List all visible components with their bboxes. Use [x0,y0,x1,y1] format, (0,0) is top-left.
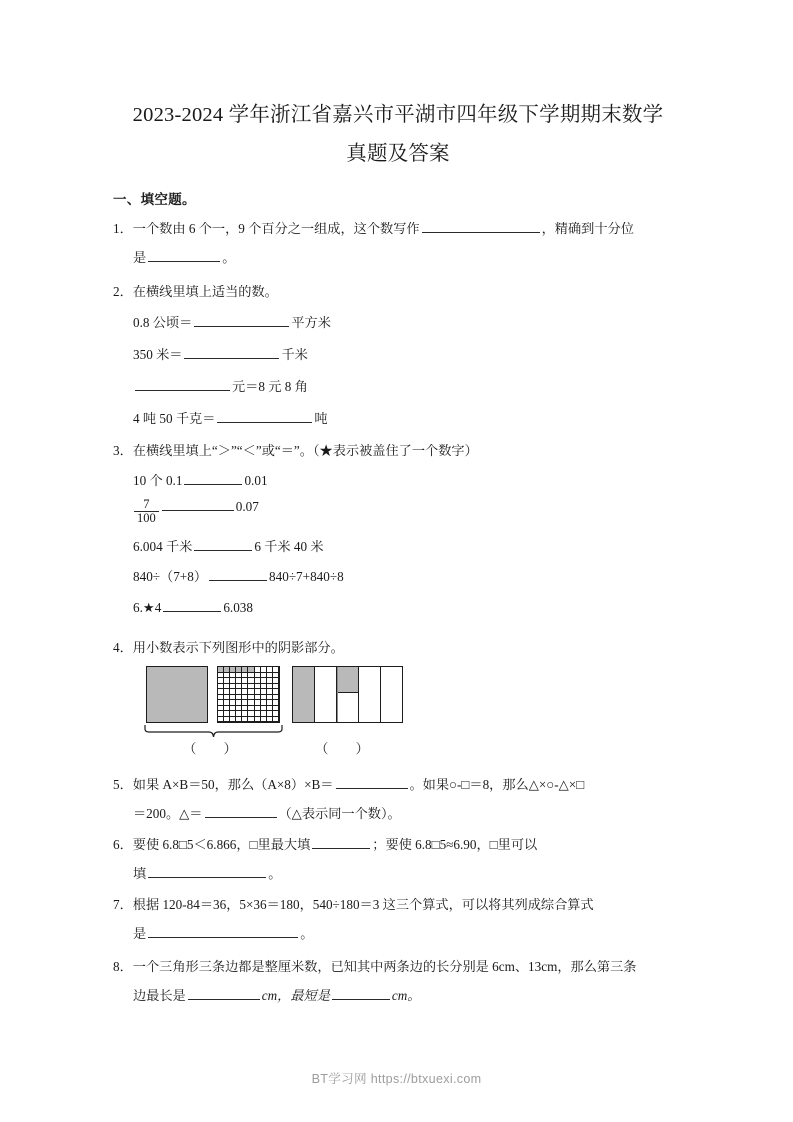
fraction-denominator: 100 [137,511,156,525]
q7-text-c: 。 [300,926,314,941]
q6-text-a: 6．要使 6.8□5＜6.866，□里最大填 [113,837,311,852]
strip-2 [315,667,337,722]
q8-text-d: cm。 [391,988,421,1003]
question-2-item-2 [133,340,308,369]
question-2-item-3 [133,372,308,401]
question-6 [113,830,691,859]
q6-text-d: 。 [268,866,282,881]
question-3-item-1 [133,466,268,495]
q2-blank-2[interactable] [184,345,279,359]
strip-4 [359,667,381,722]
q2-2-before: 350 米＝ [133,347,183,362]
q5-blank-2[interactable] [205,804,277,818]
q8-text-b: 边最长是 [133,988,186,1003]
question-1 [113,214,691,243]
question-7-line-2 [133,919,313,948]
strip-1 [293,667,315,722]
question-6-line-2 [133,859,281,888]
q6-blank-2[interactable] [148,864,266,878]
q3-3-after: 6 千米 40 米 [254,539,324,554]
section-heading: 一、填空题。 [113,192,196,207]
q6-text-c: 填 [133,866,147,881]
q3-4-after: 840÷7+840÷8 [269,569,344,584]
curly-brace-icon [144,725,283,738]
title-line-2: 真题及答案 [346,143,450,165]
grid-cell [273,717,279,723]
question-4-stem: 4．用小数表示下列图形中的阴影部分。 [113,640,344,655]
q5-text-d: （△表示同一个数）。 [278,806,401,821]
q1-text-a: 1．一个数由 6 个一，9 个百分之一组成，这个数写作 [113,221,420,236]
strip-3-shaded-top [337,667,358,693]
hundred-grid-figure [217,666,280,723]
q8-text-c: cm，最短是 [261,988,330,1003]
footer-watermark: BT学习网 https://btxuexi.com [311,1072,482,1086]
fraction-seven-hundredths [134,498,159,525]
q3-3-before: 6.004 千米 [133,539,193,554]
q2-blank-4[interactable] [217,409,312,423]
q5-text-b: 。如果○-□＝8，那么△×○-△×□ [409,777,585,792]
q3-5-after: 6.038 [223,600,253,615]
title-line-1: 2023-2024 学年浙江省嘉兴市平湖市四年级下学期期末数学 [132,104,664,126]
q3-4-before: 840÷（7+8） [133,569,208,584]
q2-2-after: 千米 [281,347,308,362]
question-3-item-5 [133,593,253,622]
q2-3-after: 元＝8 元 8 角 [232,379,308,394]
q2-blank-3[interactable] [135,377,230,391]
q1-text-c: 是 [133,250,147,265]
question-7: 7．根据 120-84＝36，5×36＝180，540÷180＝3 这三个算式，可以将其列成综合算式 [113,897,594,912]
q5-text-c: ＝200。△＝ [133,806,203,821]
question-5-line-2 [133,799,401,828]
question-4-answer-2[interactable]: （ ） [315,741,381,756]
q3-blank-5[interactable] [163,598,221,612]
q1-text-d: 。 [222,250,236,265]
question-3-item-4 [133,562,344,591]
q3-1-before: 10 个 0.1 [133,473,183,488]
q3-5-before: 6.★4 [133,600,162,615]
q1-blank-1[interactable] [422,219,540,233]
question-3-item-3 [133,532,324,561]
question-8-line-2 [133,981,420,1010]
q2-1-before: 0.8 公顷＝ [133,315,193,330]
question-5 [113,770,691,799]
page-title [108,96,688,174]
q5-blank-1[interactable] [336,775,408,789]
q2-blank-1[interactable] [194,313,289,327]
q6-text-b: ；要使 6.8□5≈6.90，□里可以 [372,837,538,852]
question-2-item-4 [133,404,328,433]
question-3-item-2 [133,492,259,525]
q3-blank-2[interactable] [162,497,234,511]
q6-blank-1[interactable] [312,835,370,849]
question-8: 8．一个三角形三条边都是整厘米数，已知其中两条边的长分别是 6cm、13cm，那么第三条 [113,959,637,974]
question-3-stem: 3．在横线里填上“＞”“＜”或“＝”。（★表示被盖住了一个数字） [113,443,478,458]
strip-3 [337,667,359,722]
q8-blank-2[interactable] [332,986,390,1000]
question-4-answer-1[interactable]: （ ） [183,741,249,756]
question-2-stem: 2．在横线里填上适当的数。 [113,284,278,299]
q1-text-b: ，精确到十分位 [541,221,634,236]
q1-blank-2[interactable] [148,248,220,262]
question-1-line-2 [133,243,235,272]
strips-figure [292,666,403,723]
strip-5 [381,667,402,722]
shaded-square-figure [146,666,208,723]
question-2-item-1 [133,308,331,337]
q2-4-after: 吨 [314,411,328,426]
q3-1-after: 0.01 [244,473,268,488]
q3-blank-4[interactable] [209,567,267,581]
q7-text-b: 是 [133,926,147,941]
q3-blank-1[interactable] [184,471,242,485]
fraction-numerator: 7 [134,498,159,512]
q2-1-after: 平方米 [291,315,331,330]
q7-blank-1[interactable] [148,924,298,938]
q2-4-before: 4 吨 50 千克＝ [133,411,216,426]
q3-2-after: 0.07 [235,499,259,514]
q3-blank-3[interactable] [194,537,252,551]
strip-3-divider [337,667,338,722]
q8-blank-1[interactable] [188,986,260,1000]
q5-text-a: 5．如果 A×B＝50，那么（A×8）×B＝ [113,777,334,792]
